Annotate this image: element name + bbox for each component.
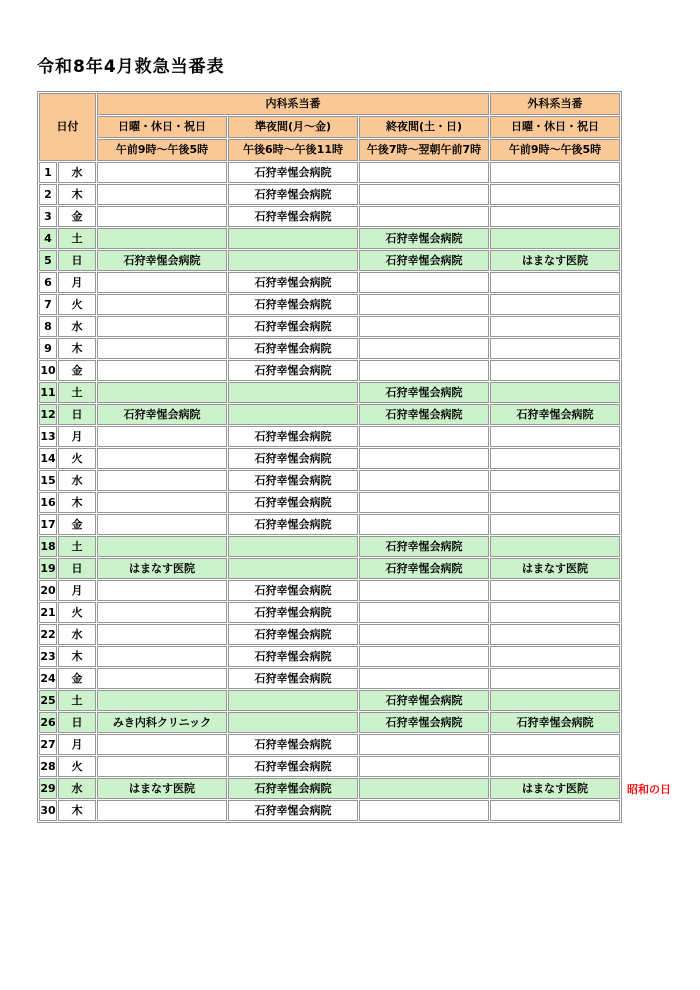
weekday-cell: 月 <box>58 272 96 293</box>
date-cell: 19 <box>39 558 57 579</box>
all-night-cell <box>359 294 489 315</box>
geka-holiday-cell <box>490 184 620 205</box>
header-group-row <box>39 93 620 115</box>
all-night-cell <box>359 756 489 777</box>
semi-night-cell <box>228 228 358 249</box>
semi-night-cell: 石狩幸惺会病院 <box>228 294 358 315</box>
table-row <box>39 624 620 645</box>
all-night-cell <box>359 778 489 799</box>
geka-holiday-cell <box>490 206 620 227</box>
date-cell: 29 <box>39 778 57 799</box>
semi-night-cell: 石狩幸惺会病院 <box>228 778 358 799</box>
all-night-cell: 石狩幸惺会病院 <box>359 712 489 733</box>
weekday-cell: 土 <box>58 228 96 249</box>
all-night-cell: 石狩幸惺会病院 <box>359 558 489 579</box>
table-row <box>39 712 620 733</box>
semi-night-cell: 石狩幸惺会病院 <box>228 426 358 447</box>
table-row <box>39 536 620 557</box>
weekday-cell: 水 <box>58 162 96 183</box>
naika-holiday-cell <box>97 360 227 381</box>
naika-holiday-cell <box>97 690 227 711</box>
semi-night-cell <box>228 712 358 733</box>
naika-holiday-cell <box>97 206 227 227</box>
geka-holiday-cell <box>490 646 620 667</box>
naika-holiday-cell <box>97 800 227 821</box>
naika-holiday-cell <box>97 536 227 557</box>
table-row <box>39 426 620 447</box>
date-cell: 4 <box>39 228 57 249</box>
table-row <box>39 492 620 513</box>
geka-holiday-cell <box>490 536 620 557</box>
geka-holiday-cell <box>490 602 620 623</box>
weekday-cell: 月 <box>58 734 96 755</box>
all-night-cell <box>359 184 489 205</box>
weekday-cell: 月 <box>58 580 96 601</box>
table-row <box>39 800 620 821</box>
naika-holiday-cell <box>97 272 227 293</box>
weekday-cell: 土 <box>58 690 96 711</box>
semi-night-cell: 石狩幸惺会病院 <box>228 800 358 821</box>
all-night-cell <box>359 206 489 227</box>
date-cell: 15 <box>39 470 57 491</box>
weekday-cell: 木 <box>58 492 96 513</box>
date-cell: 27 <box>39 734 57 755</box>
all-night-cell: 石狩幸惺会病院 <box>359 228 489 249</box>
semi-night-cell: 石狩幸惺会病院 <box>228 316 358 337</box>
semi-night-cell: 石狩幸惺会病院 <box>228 272 358 293</box>
naika-holiday-cell <box>97 492 227 513</box>
geka-holiday-cell <box>490 580 620 601</box>
geka-holiday-cell <box>490 470 620 491</box>
geka-holiday-cell <box>490 514 620 535</box>
schedule-table-container <box>37 91 671 823</box>
geka-holiday-cell <box>490 228 620 249</box>
all-night-cell <box>359 470 489 491</box>
weekday-cell: 木 <box>58 338 96 359</box>
geka-holiday-cell <box>490 338 620 359</box>
geka-holiday-cell <box>490 668 620 689</box>
semi-night-cell <box>228 404 358 425</box>
all-night-cell <box>359 426 489 447</box>
naika-holiday-cell <box>97 514 227 535</box>
table-row <box>39 272 620 293</box>
geka-holiday-cell <box>490 756 620 777</box>
geka-holiday-column-header: 日曜・休日・祝日 <box>490 116 620 138</box>
weekday-cell: 火 <box>58 448 96 469</box>
weekday-cell: 金 <box>58 206 96 227</box>
naika-holiday-cell <box>97 624 227 645</box>
table-row <box>39 338 620 359</box>
geka-holiday-cell <box>490 382 620 403</box>
table-row <box>39 162 620 183</box>
semi-night-cell: 石狩幸惺会病院 <box>228 756 358 777</box>
semi-night-cell: 石狩幸惺会病院 <box>228 514 358 535</box>
geka-holiday-cell <box>490 734 620 755</box>
all-night-cell <box>359 316 489 337</box>
table-row <box>39 580 620 601</box>
semi-night-cell <box>228 558 358 579</box>
geka-holiday-cell <box>490 316 620 337</box>
weekday-cell: 火 <box>58 602 96 623</box>
naika-holiday-cell <box>97 228 227 249</box>
all-night-cell <box>359 448 489 469</box>
all-night-cell: 石狩幸惺会病院 <box>359 690 489 711</box>
weekday-cell: 木 <box>58 800 96 821</box>
date-cell: 23 <box>39 646 57 667</box>
weekday-cell: 金 <box>58 360 96 381</box>
geka-holiday-cell: はまなす医院 <box>490 778 620 799</box>
semi-night-cell <box>228 382 358 403</box>
geka-holiday-cell: 石狩幸惺会病院 <box>490 712 620 733</box>
semi-night-cell: 石狩幸惺会病院 <box>228 580 358 601</box>
geka-holiday-cell <box>490 690 620 711</box>
all-night-cell: 石狩幸惺会病院 <box>359 536 489 557</box>
weekday-cell: 日 <box>58 558 96 579</box>
geka-holiday-cell <box>490 800 620 821</box>
date-cell: 17 <box>39 514 57 535</box>
weekday-cell: 水 <box>58 316 96 337</box>
naika-holiday-cell <box>97 646 227 667</box>
geka-holiday-cell: はまなす医院 <box>490 558 620 579</box>
semi-night-column-header: 準夜間(月〜金) <box>228 116 358 138</box>
all-night-column-header: 終夜間(土・日) <box>359 116 489 138</box>
geka-holiday-cell <box>490 624 620 645</box>
naika-holiday-cell <box>97 162 227 183</box>
naika-holiday-cell <box>97 184 227 205</box>
table-row <box>39 602 620 623</box>
date-cell: 22 <box>39 624 57 645</box>
date-column-header: 日付 <box>39 93 96 161</box>
semi-night-cell: 石狩幸惺会病院 <box>228 206 358 227</box>
semi-night-cell <box>228 250 358 271</box>
table-row <box>39 470 620 491</box>
all-night-cell: 石狩幸惺会病院 <box>359 404 489 425</box>
all-night-cell <box>359 668 489 689</box>
weekday-cell: 日 <box>58 404 96 425</box>
naika-holiday-cell <box>97 668 227 689</box>
date-cell: 3 <box>39 206 57 227</box>
date-cell: 12 <box>39 404 57 425</box>
table-row <box>39 668 620 689</box>
schedule-table-body <box>39 162 620 821</box>
date-cell: 6 <box>39 272 57 293</box>
table-row <box>39 646 620 667</box>
table-row <box>39 690 620 711</box>
date-cell: 18 <box>39 536 57 557</box>
date-cell: 25 <box>39 690 57 711</box>
semi-night-cell: 石狩幸惺会病院 <box>228 360 358 381</box>
naika-holiday-time-header: 午前9時〜午後5時 <box>97 139 227 161</box>
date-cell: 26 <box>39 712 57 733</box>
date-cell: 24 <box>39 668 57 689</box>
weekday-cell: 土 <box>58 382 96 403</box>
showa-day-note: 昭和の日 <box>627 783 671 796</box>
date-cell: 28 <box>39 756 57 777</box>
naika-holiday-cell <box>97 756 227 777</box>
all-night-cell <box>359 624 489 645</box>
geka-holiday-cell <box>490 448 620 469</box>
weekday-cell: 水 <box>58 470 96 491</box>
all-night-cell <box>359 602 489 623</box>
weekday-cell: 火 <box>58 294 96 315</box>
naika-holiday-cell <box>97 602 227 623</box>
semi-night-cell: 石狩幸惺会病院 <box>228 646 358 667</box>
geka-holiday-cell <box>490 360 620 381</box>
naika-holiday-cell <box>97 426 227 447</box>
weekday-cell: 日 <box>58 250 96 271</box>
geka-holiday-cell <box>490 162 620 183</box>
weekday-cell: 日 <box>58 712 96 733</box>
naika-holiday-cell <box>97 294 227 315</box>
all-night-cell <box>359 272 489 293</box>
all-night-cell <box>359 646 489 667</box>
naika-holiday-cell: はまなす医院 <box>97 778 227 799</box>
table-row <box>39 514 620 535</box>
date-cell: 13 <box>39 426 57 447</box>
all-night-cell <box>359 514 489 535</box>
semi-night-cell: 石狩幸惺会病院 <box>228 492 358 513</box>
date-cell: 21 <box>39 602 57 623</box>
weekday-cell: 金 <box>58 514 96 535</box>
semi-night-cell: 石狩幸惺会病院 <box>228 734 358 755</box>
semi-night-cell: 石狩幸惺会病院 <box>228 602 358 623</box>
geka-holiday-cell <box>490 272 620 293</box>
naika-holiday-cell: 石狩幸惺会病院 <box>97 250 227 271</box>
geka-holiday-cell: 石狩幸惺会病院 <box>490 404 620 425</box>
date-cell: 8 <box>39 316 57 337</box>
semi-night-cell: 石狩幸惺会病院 <box>228 184 358 205</box>
all-night-cell <box>359 734 489 755</box>
date-cell: 7 <box>39 294 57 315</box>
header-time-row <box>39 139 620 161</box>
naika-holiday-cell: 石狩幸惺会病院 <box>97 404 227 425</box>
all-night-cell <box>359 580 489 601</box>
table-row <box>39 294 620 315</box>
header-label-row <box>39 116 620 138</box>
weekday-cell: 木 <box>58 646 96 667</box>
table-row <box>39 778 620 799</box>
semi-night-cell <box>228 690 358 711</box>
table-row <box>39 448 620 469</box>
semi-night-cell: 石狩幸惺会病院 <box>228 448 358 469</box>
semi-night-cell: 石狩幸惺会病院 <box>228 162 358 183</box>
naika-holiday-cell <box>97 580 227 601</box>
table-header <box>39 93 620 161</box>
table-row <box>39 206 620 227</box>
weekday-cell: 火 <box>58 756 96 777</box>
weekday-cell: 水 <box>58 624 96 645</box>
geka-holiday-time-header: 午前9時〜午後5時 <box>490 139 620 161</box>
geka-holiday-cell <box>490 294 620 315</box>
all-night-cell <box>359 800 489 821</box>
weekday-cell: 土 <box>58 536 96 557</box>
geka-holiday-cell: はまなす医院 <box>490 250 620 271</box>
naika-holiday-cell <box>97 470 227 491</box>
naika-holiday-cell: みき内科クリニック <box>97 712 227 733</box>
naika-holiday-column-header: 日曜・休日・祝日 <box>97 116 227 138</box>
date-cell: 11 <box>39 382 57 403</box>
semi-night-cell: 石狩幸惺会病院 <box>228 668 358 689</box>
weekday-cell: 金 <box>58 668 96 689</box>
table-row <box>39 734 620 755</box>
all-night-cell <box>359 162 489 183</box>
table-row <box>39 316 620 337</box>
naika-holiday-cell <box>97 448 227 469</box>
semi-night-cell: 石狩幸惺会病院 <box>228 338 358 359</box>
duty-schedule-table <box>37 91 622 823</box>
all-night-cell <box>359 338 489 359</box>
all-night-time-header: 午後7時〜翌朝午前7時 <box>359 139 489 161</box>
table-row <box>39 382 620 403</box>
semi-night-cell: 石狩幸惺会病院 <box>228 470 358 491</box>
date-cell: 20 <box>39 580 57 601</box>
weekday-cell: 木 <box>58 184 96 205</box>
geka-holiday-cell <box>490 492 620 513</box>
weekday-cell: 水 <box>58 778 96 799</box>
all-night-cell: 石狩幸惺会病院 <box>359 382 489 403</box>
naika-holiday-cell <box>97 338 227 359</box>
all-night-cell <box>359 492 489 513</box>
geka-group-header: 外科系当番 <box>490 93 620 115</box>
naika-holiday-cell <box>97 382 227 403</box>
table-row <box>39 756 620 777</box>
date-cell: 10 <box>39 360 57 381</box>
table-row <box>39 250 620 271</box>
date-cell: 9 <box>39 338 57 359</box>
table-row <box>39 184 620 205</box>
weekday-cell: 月 <box>58 426 96 447</box>
all-night-cell: 石狩幸惺会病院 <box>359 250 489 271</box>
naika-holiday-cell <box>97 316 227 337</box>
semi-night-time-header: 午後6時〜午後11時 <box>228 139 358 161</box>
date-cell: 2 <box>39 184 57 205</box>
table-row <box>39 228 620 249</box>
table-row <box>39 558 620 579</box>
semi-night-cell <box>228 536 358 557</box>
geka-holiday-cell <box>490 426 620 447</box>
semi-night-cell: 石狩幸惺会病院 <box>228 624 358 645</box>
date-cell: 14 <box>39 448 57 469</box>
naika-holiday-cell <box>97 734 227 755</box>
date-cell: 30 <box>39 800 57 821</box>
naika-group-header: 内科系当番 <box>97 93 489 115</box>
table-row <box>39 360 620 381</box>
date-cell: 1 <box>39 162 57 183</box>
all-night-cell <box>359 360 489 381</box>
table-row <box>39 404 620 425</box>
naika-holiday-cell: はまなす医院 <box>97 558 227 579</box>
date-cell: 16 <box>39 492 57 513</box>
page-title: 令和8年4月救急当番表 <box>37 57 225 77</box>
date-cell: 5 <box>39 250 57 271</box>
